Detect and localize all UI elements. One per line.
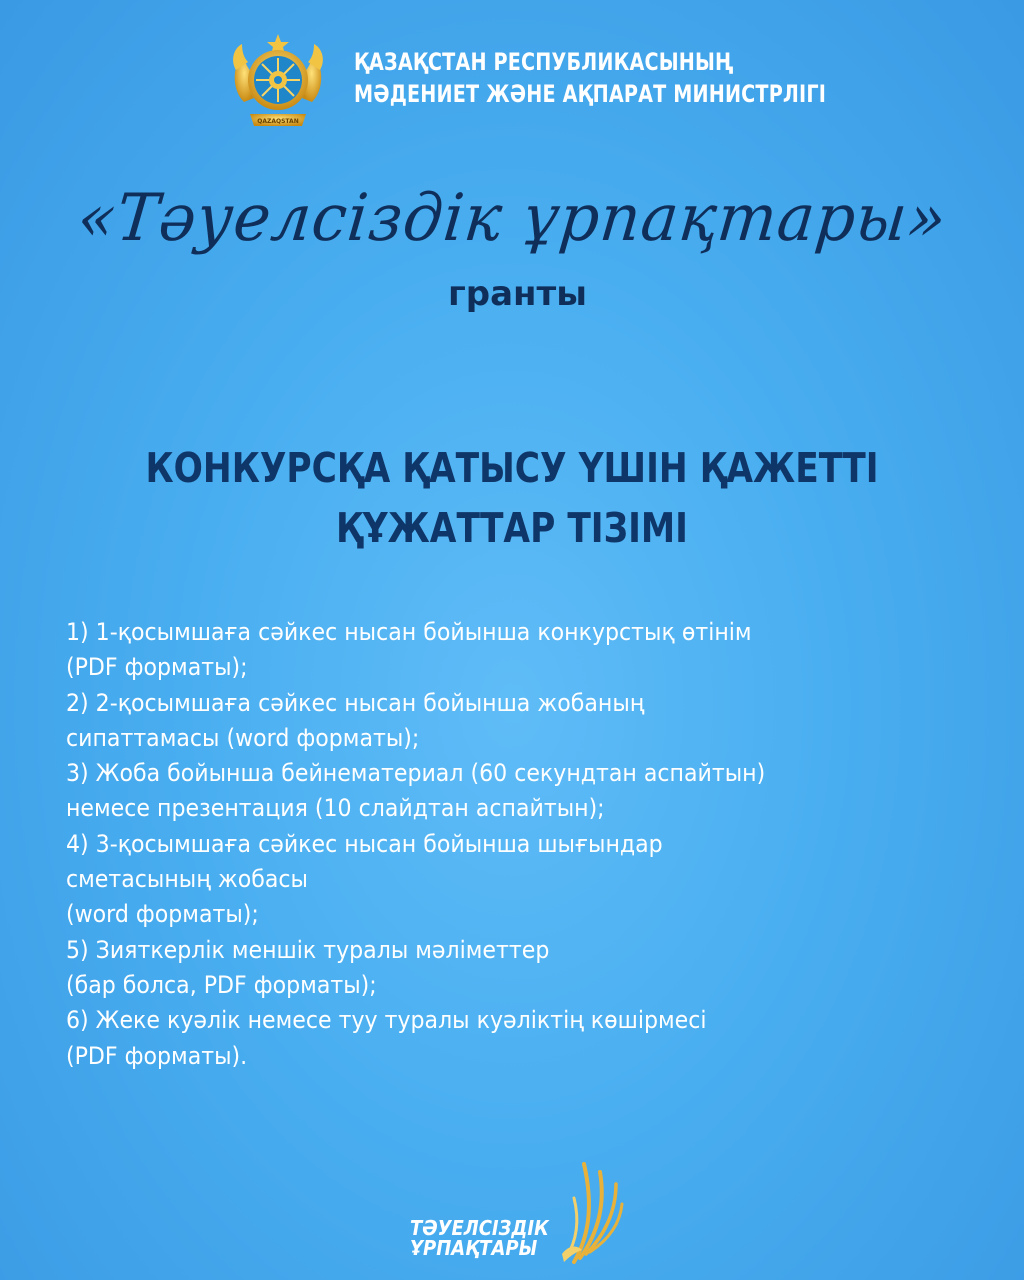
list-line: 1) 1-қосымшаға сәйкес нысан бойынша конкурстық өтінім	[66, 618, 752, 646]
list-line: (PDF форматы);	[66, 653, 248, 682]
footer-logo-line-2: ҰРПАҚТАРЫ	[410, 1236, 538, 1260]
ministry-name	[354, 46, 944, 110]
golden-wings-logo-icon	[554, 1158, 624, 1266]
heading-line-1: КОНКУРСҚА ҚАТЫСУ ҮШІН ҚАЖЕТТІ	[145, 444, 879, 492]
grant-subtitle: гранты	[448, 274, 587, 314]
list-line: 3) Жоба бойынша бейнематериал (60 секундтан аспайтын)	[66, 759, 766, 788]
ministry-line-2: МӘДЕНИЕТ ЖӘНЕ АҚПАРАТ МИНИСТРЛІГІ	[354, 80, 827, 108]
kazakhstan-state-emblem-icon	[226, 30, 330, 134]
documents-list	[66, 615, 966, 1074]
list-line: 2) 2-қосымшаға сәйкес нысан бойынша жобаның	[66, 688, 645, 717]
list-line: сметасының жобасы	[66, 865, 308, 894]
list-line: 5) Зияткерлік меншік туралы мәліметтер	[66, 935, 550, 964]
list-line: немесе презентация (10 слайдтан аспайтын);	[66, 794, 605, 823]
footer-logo-text	[410, 1218, 564, 1258]
grant-title	[0, 180, 1024, 256]
list-line: сипаттамасы (word форматы);	[66, 723, 420, 752]
grant-title-text: «Тәуелсіздік ұрпақтары»	[73, 179, 951, 256]
heading-line-2: ҚҰЖАТТАР ТІЗІМІ	[336, 504, 688, 552]
list-line: (PDF форматы).	[66, 1041, 248, 1070]
list-line: (бар болса, PDF форматы);	[66, 970, 377, 999]
documents-heading	[0, 438, 1024, 558]
footer-logo	[404, 1158, 624, 1266]
ministry-line-1: ҚАЗАҚСТАН РЕСПУБЛИКАСЫНЫҢ	[354, 48, 734, 76]
list-line: 6) Жеке куәлік немесе туу туралы куәліктің көшірмесі	[66, 1006, 707, 1035]
list-line: 4) 3-қосымшаға сәйкес нысан бойынша шығындар	[66, 829, 663, 858]
footer-logo-line-1: ТӘУЕЛСІЗДІК	[410, 1216, 549, 1240]
svg-text:QAZAQSTAN: QAZAQSTAN	[257, 118, 299, 125]
list-line: (word форматы);	[66, 900, 259, 929]
